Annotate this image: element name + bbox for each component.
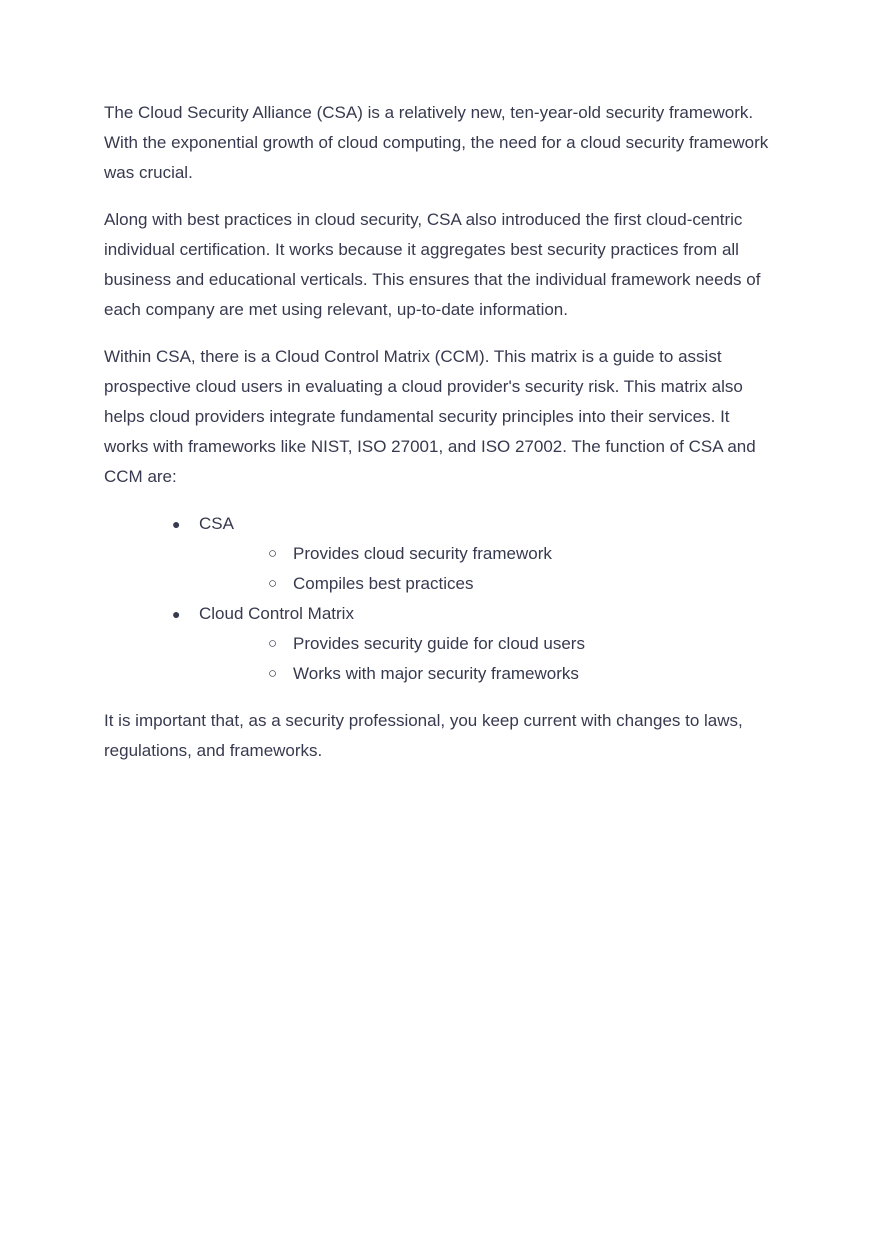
sub-list-item xyxy=(199,539,780,569)
hollow-bullet-icon: ○ xyxy=(268,575,278,592)
paragraph-ccm: Within CSA, there is a Cloud Control Matrix (CCM). This matrix is a guide to assist prospective cloud users in evaluating a cloud provider's security risk. This matrix also helps cloud providers integrate fundamental security principles into their services. It works with frameworks like NIST, ISO 27001, and ISO 27002. The function of CSA and CCM are: xyxy=(104,347,756,486)
list-item-label: Cloud Control Matrix xyxy=(199,604,354,623)
function-list xyxy=(104,509,780,689)
hollow-bullet-icon: ○ xyxy=(268,665,278,682)
sub-list xyxy=(199,539,780,599)
sub-list-item-label: Provides cloud security framework xyxy=(293,544,552,563)
sub-list-item-label: Works with major security frameworks xyxy=(293,664,579,683)
paragraph-csa-certification: Along with best practices in cloud security, CSA also introduced the first cloud-centric individual certification. It works because it aggregates best security practices from all business and educational verticals. This ensures that the individual framework needs of each company are met using relevant, up-to-date information. xyxy=(104,210,761,319)
sub-list-item xyxy=(199,569,780,599)
list-item-label: CSA xyxy=(199,514,234,533)
filled-bullet-icon: ● xyxy=(172,516,181,532)
paragraph-closing: It is important that, as a security professional, you keep current with changes to laws, regulations, and frameworks. xyxy=(104,711,743,760)
sub-list xyxy=(199,629,780,689)
paragraph-csa-intro: The Cloud Security Alliance (CSA) is a relatively new, ten-year-old security framework. With the exponential growth of cloud computing, the need for a cloud security framework was crucial. xyxy=(104,103,769,182)
sub-list-item xyxy=(199,659,780,689)
sub-list-item-label: Compiles best practices xyxy=(293,574,474,593)
sub-list-item xyxy=(199,629,780,659)
list-item-ccm xyxy=(104,599,780,689)
filled-bullet-icon: ● xyxy=(172,606,181,622)
hollow-bullet-icon: ○ xyxy=(268,635,278,652)
list-item-csa xyxy=(104,509,780,599)
hollow-bullet-icon: ○ xyxy=(268,545,278,562)
sub-list-item-label: Provides security guide for cloud users xyxy=(293,634,585,653)
